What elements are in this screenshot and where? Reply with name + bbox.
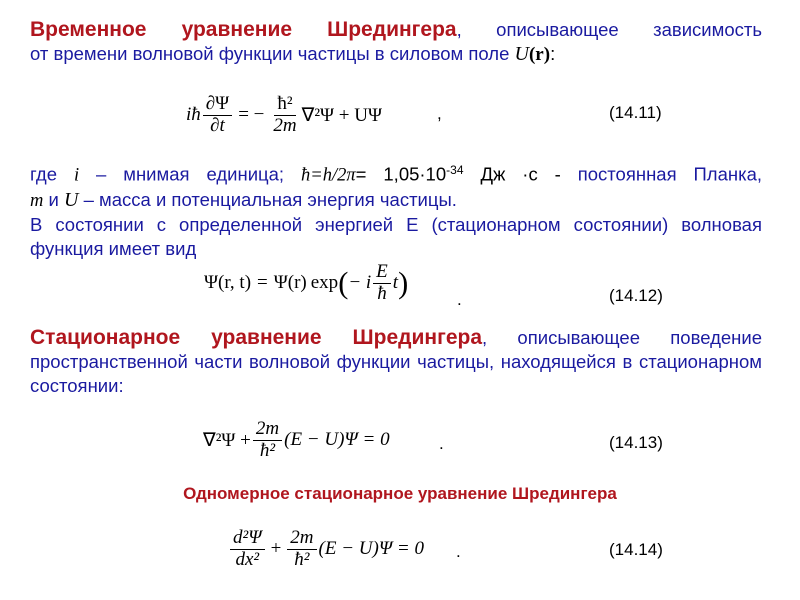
eq2-fraction <box>373 262 391 305</box>
eq4-frac1-den: dx² <box>235 548 260 570</box>
eq1-eq-sign: = − <box>238 104 265 125</box>
eq4-trailing: . <box>456 542 461 561</box>
eq2-open-paren: ( <box>338 265 349 300</box>
eq1-rhs-fraction <box>270 94 299 137</box>
def-i-desc: – мнимая единица; <box>96 163 285 185</box>
eq4-plus: + <box>270 538 282 559</box>
eq1-lhs-prefix: iħ <box>186 104 201 125</box>
field-symbol: U <box>514 43 529 65</box>
eq4-fraction-1 <box>230 528 265 571</box>
eq3-trailing: . <box>439 434 444 453</box>
intro-text-1: , описывающее зависимость <box>456 19 763 40</box>
def-mU-desc: – масса и потенциальная энергия частицы. <box>83 188 457 210</box>
eq3-lhs: ∇²Ψ + <box>203 429 251 451</box>
stationary-desc: , описывающее поведение пространственной части волновой функции частицы, находящейся в стационарном состоянии: <box>30 327 762 396</box>
eq1-rhs-num: ħ² <box>274 94 295 116</box>
eq4-frac2-num: 2m <box>287 528 316 550</box>
def-where: где <box>30 163 58 185</box>
eq2-frac-num: E <box>373 262 391 284</box>
heading-stationary: Стационарное уравнение Шредингера <box>30 326 483 349</box>
eq1-lhs-num: ∂Ψ <box>203 94 232 116</box>
eq4-rest: (E − U)Ψ = 0 <box>318 538 424 559</box>
eq1-lhs-den: ∂t <box>210 114 225 136</box>
equation-14-14 <box>228 515 424 583</box>
stationary-text: В состоянии с определенной энергией Е (стационарном состоянии) волновая функция имеет вид <box>30 213 762 259</box>
eq2-psi-r: Ψ(r) <box>273 272 307 293</box>
eq4-fraction-2 <box>287 528 316 571</box>
eq2-close-paren: ) <box>398 265 409 300</box>
intro-paragraph <box>30 18 762 67</box>
eq2-number: (14.12) <box>609 286 663 305</box>
eq2-minus-i: − i <box>348 272 372 293</box>
field-arg: (r) <box>528 44 551 65</box>
eq1-lhs-fraction <box>203 94 232 137</box>
eq3-number: (14.13) <box>609 433 663 452</box>
def-hbar-desc: постоянная Планка, <box>577 163 763 185</box>
eq1-rhs-rest: ∇²Ψ + UΨ <box>301 104 383 126</box>
stationary-paragraph <box>30 326 762 398</box>
heading-time-dependent: Временное уравнение Шредингера <box>30 18 457 41</box>
eq3-fraction <box>253 419 282 462</box>
heading-one-dimensional: Одномерное стационарное уравнение Шредингера <box>183 484 617 503</box>
eq3-frac-den: ħ² <box>259 439 276 461</box>
def-hbar-exp: -34 <box>446 163 464 177</box>
def-hbar-unit: Дж ·с - <box>480 163 561 185</box>
def-i-symbol: i <box>73 165 80 186</box>
eq2-trailing: . <box>457 290 462 309</box>
definitions-paragraph <box>30 158 762 261</box>
def-hbar-value: = 1,05·10 <box>355 163 447 185</box>
equation-14-12 <box>204 258 408 308</box>
eq1-rhs-den: 2m <box>273 114 297 136</box>
def-hbar-expr: ħ=h/2π <box>301 165 356 186</box>
eq4-frac1-num: d²Ψ <box>230 528 265 550</box>
def-U-symbol: U <box>64 188 79 211</box>
equation-14-13 <box>203 410 390 470</box>
field-colon: : <box>550 43 556 64</box>
eq2-frac-den: ħ <box>377 282 387 304</box>
eq1-number: (14.11) <box>609 103 662 122</box>
eq3-rest: (E − U)Ψ = 0 <box>284 429 390 450</box>
eq2-eq-sign: = <box>257 272 268 293</box>
def-and: и <box>48 188 59 210</box>
def-m-symbol: m <box>30 190 44 211</box>
intro-text-2: от времени волновой функции частицы в силовом поле <box>30 43 510 64</box>
equation-14-11 <box>186 82 382 148</box>
eq2-exp: exp <box>310 272 339 293</box>
eq3-frac-num: 2m <box>253 419 282 441</box>
eq4-number: (14.14) <box>609 540 663 559</box>
eq4-frac2-den: ħ² <box>294 548 310 570</box>
eq2-t: t <box>392 272 399 293</box>
eq1-trailing: , <box>437 104 442 123</box>
eq2-lhs: Ψ(r, t) <box>204 272 252 293</box>
